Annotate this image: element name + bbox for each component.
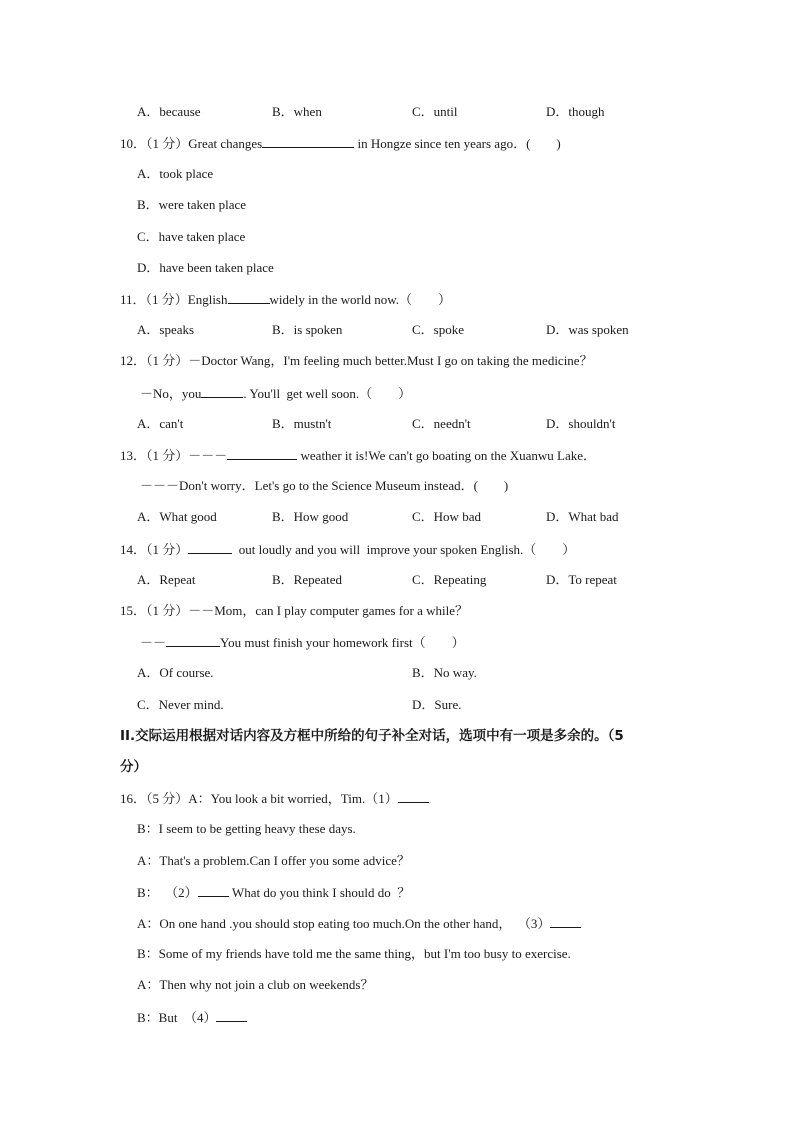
q16-line-8	[137, 1009, 247, 1026]
q9-option-a[interactable]: A．because	[137, 104, 201, 119]
q14-option-c[interactable]: C．Repeating	[412, 572, 487, 587]
q14-prefix: 14．（1 分）	[120, 542, 189, 557]
q13-suffix: weather it is!We can't go boating on the Xuanwu Lake．	[297, 448, 597, 463]
q13-reply: －－－Don't worry．Let's go to the Science Museum instead．( )	[140, 478, 509, 493]
q11-option-b[interactable]: B．is spoken	[272, 322, 343, 337]
q16-line-4-suffix: What do you think I should do ？	[228, 885, 411, 900]
section-heading-cont: 分）	[120, 759, 147, 775]
q14-blank[interactable]	[188, 541, 232, 554]
q12-reply	[140, 385, 411, 402]
q15-option-c[interactable]: C．Never mind.	[137, 697, 224, 712]
q13-question	[120, 447, 596, 464]
q16-line-5	[137, 915, 581, 932]
q12-option-c[interactable]: C．needn't	[412, 416, 471, 431]
q15-reply-prefix: －－	[140, 635, 167, 650]
q13-option-a[interactable]: A．What good	[137, 509, 217, 524]
q15-reply	[140, 634, 465, 651]
q13-option-b[interactable]: B．How good	[272, 509, 349, 524]
section-heading: II.交际运用根据对话内容及方框中所给的句子补全对话，选项中有一项是多余的。（5	[120, 728, 624, 744]
q11-suffix: widely in the world now.（ ）	[269, 292, 451, 307]
q10-option-a[interactable]: A．took place	[137, 166, 214, 181]
q11-option-c[interactable]: C．spoke	[412, 322, 465, 337]
q16-line-7: A：Then why not join a club on weekends？	[137, 977, 374, 992]
q16-line-8-text: B：But （4）	[137, 1010, 217, 1025]
q14-option-a[interactable]: A．Repeat	[137, 572, 196, 587]
q16-blank-4[interactable]	[216, 1009, 247, 1022]
q15-question: 15．（1 分）－－Mom，can I play computer games for a while？	[120, 603, 469, 618]
q15-option-a[interactable]: A．Of course.	[137, 665, 214, 680]
q11-option-a[interactable]: A．speaks	[137, 322, 195, 337]
q14-question	[120, 541, 575, 558]
q12-reply-prefix: －No，you	[140, 386, 202, 401]
q11-option-d[interactable]: D．was spoken	[546, 322, 629, 337]
q15-reply-suffix: You must finish your homework first（ ）	[220, 635, 465, 650]
q12-option-b[interactable]: B．mustn't	[272, 416, 332, 431]
q14-suffix: out loudly and you will improve your spoken English.（ ）	[232, 542, 576, 557]
q14-option-d[interactable]: D．To repeat	[546, 572, 617, 587]
q13-blank[interactable]	[227, 447, 297, 460]
q16-blank-2[interactable]	[198, 884, 229, 897]
q16-line-5-text: A：On one hand .you should stop eating too much.On the other hand， （3）	[137, 916, 551, 931]
q11-question	[120, 291, 451, 308]
q10-question	[120, 135, 561, 152]
q13-option-c[interactable]: C．How bad	[412, 509, 481, 524]
q10-blank[interactable]	[262, 135, 354, 148]
q15-blank[interactable]	[166, 634, 220, 647]
q16-line-4	[137, 884, 410, 901]
q13-prefix: 13．（1 分）－－－	[120, 448, 228, 463]
q11-prefix: 11．（1 分）English	[120, 292, 228, 307]
q16-blank-1[interactable]	[398, 790, 429, 803]
q16-line-3: A：That's a problem.Can I offer you some advice？	[137, 853, 410, 868]
q12-option-d[interactable]: D．shouldn't	[546, 416, 616, 431]
q10-prefix: 10．（1 分）Great changes	[120, 136, 263, 151]
q9-option-b[interactable]: B．when	[272, 104, 322, 119]
q16-line-1-text: 16．（5 分）A：You look a bit worried，Tim.（1）	[120, 791, 398, 806]
q16-blank-3[interactable]	[550, 915, 581, 928]
q10-option-b[interactable]: B．were taken place	[137, 197, 247, 212]
q10-option-c[interactable]: C．have taken place	[137, 229, 246, 244]
q12-blank[interactable]	[201, 385, 243, 398]
q15-option-b[interactable]: B．No way.	[412, 665, 477, 680]
q14-option-b[interactable]: B．Repeated	[272, 572, 343, 587]
q10-suffix: in Hongze since ten years ago．( )	[354, 136, 561, 151]
q11-blank[interactable]	[228, 291, 270, 304]
q12-reply-suffix: . You'll get well soon.（ ）	[243, 386, 412, 401]
q10-option-d[interactable]: D．have been taken place	[137, 260, 274, 275]
q16-line-6: B：Some of my friends have told me the same thing，but I'm too busy to exercise.	[137, 946, 571, 961]
q16-line-1	[120, 790, 429, 807]
q9-option-d[interactable]: D．though	[546, 104, 605, 119]
q16-line-4-prefix: B： （2）	[137, 885, 198, 900]
q13-option-d[interactable]: D．What bad	[546, 509, 619, 524]
q12-option-a[interactable]: A．can't	[137, 416, 184, 431]
q15-option-d[interactable]: D．Sure.	[412, 697, 462, 712]
q12-question: 12．（1 分）－Doctor Wang，I'm feeling much better.Must I go on taking the medicine？	[120, 353, 593, 368]
q16-line-2: B：I seem to be getting heavy these days.	[137, 821, 356, 836]
q9-option-c[interactable]: C．until	[412, 104, 458, 119]
